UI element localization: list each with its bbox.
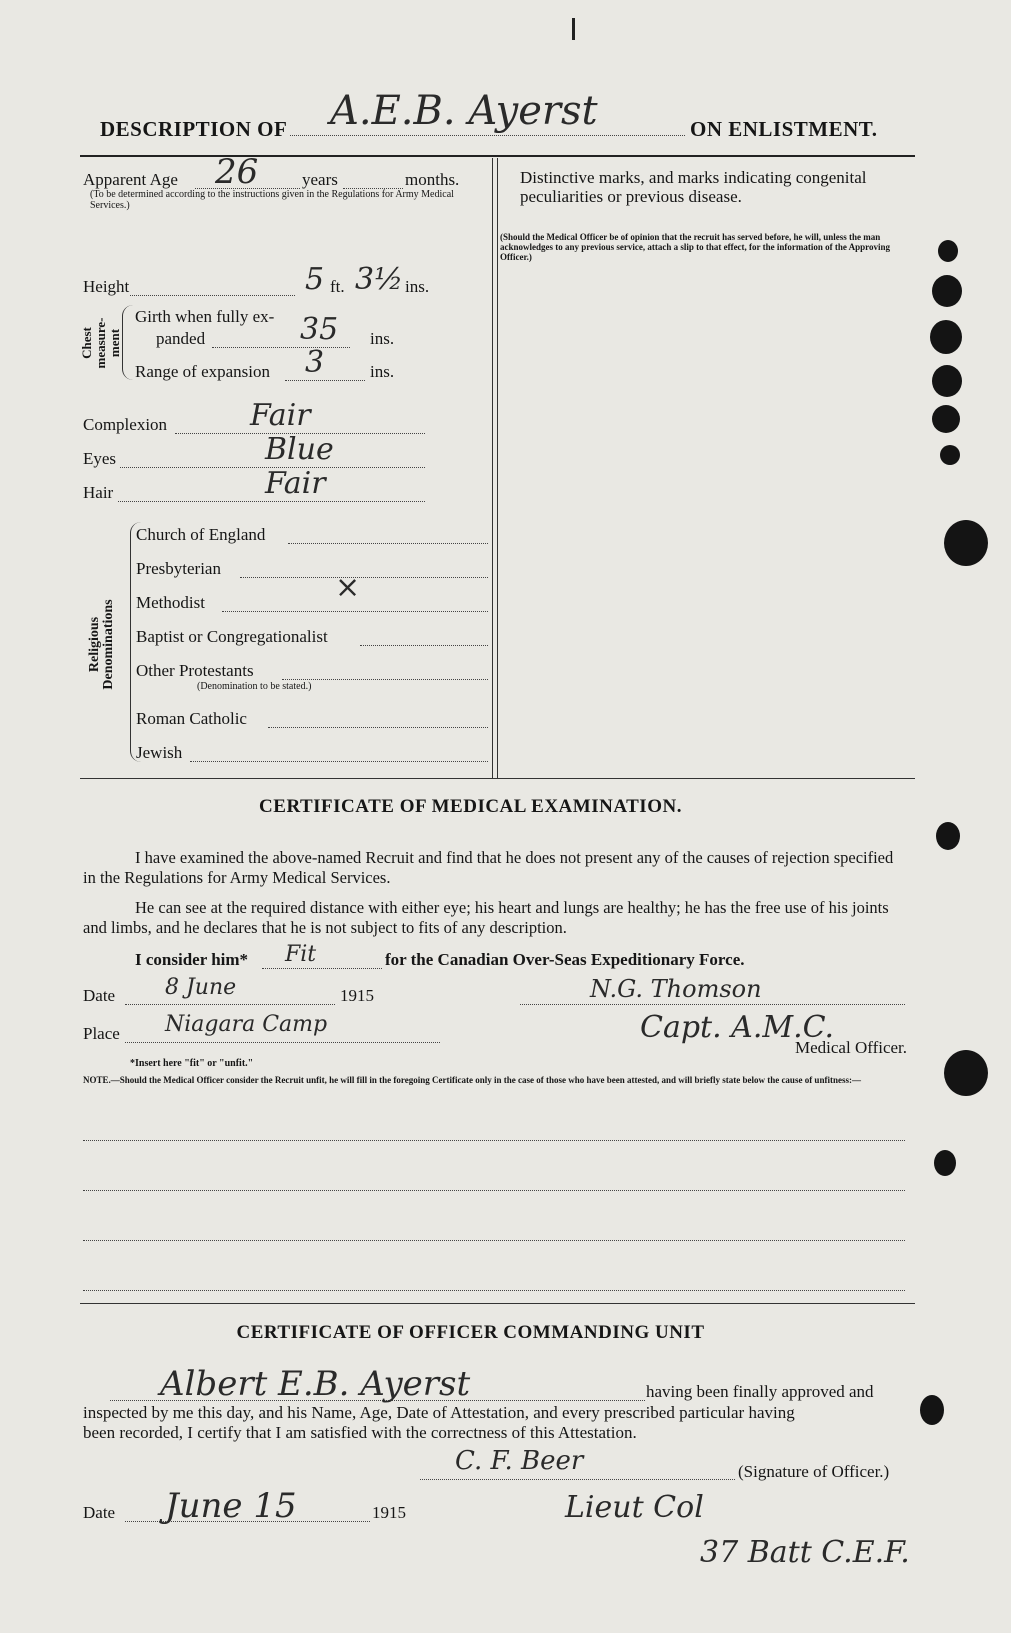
height-ft-value: 5 bbox=[305, 262, 325, 297]
range-label: Range of expansion bbox=[135, 362, 271, 381]
commanding-para-1: having been finally approved and bbox=[646, 1382, 874, 1401]
medical-note: NOTE.—Should the Medical Officer consider the Recruit unfit, he will fill in the foregoing Certificate only in the case of those who have been attested, and will briefly state below the cause of unfitness:— bbox=[83, 1075, 861, 1085]
eyes-label: Eyes bbox=[83, 449, 117, 468]
height-label: Height bbox=[83, 277, 130, 296]
medical-rank: Capt. A.M.C. bbox=[640, 1010, 835, 1045]
chest-brace bbox=[122, 305, 133, 380]
eyes-value: Blue bbox=[265, 432, 334, 467]
header-name: A.E.B. Ayerst bbox=[330, 88, 598, 134]
medical-para-2: He can see at the required distance with either eye; his heart and lungs are healthy; he has the free use of his joints and limbs, and he declares that he is not subject to fits of any description. bbox=[83, 898, 889, 937]
medical-date-label: Date bbox=[83, 986, 116, 1005]
mid-rule bbox=[80, 778, 915, 779]
unfit-line-3 bbox=[83, 1240, 905, 1241]
header-suffix: ON ENLISTMENT. bbox=[690, 117, 878, 141]
hair-line bbox=[118, 501, 425, 502]
religion-methodist-mark: × bbox=[335, 570, 361, 605]
religion-presbyterian: Presbyterian bbox=[136, 559, 221, 578]
chest-label: Chest measure-ment bbox=[79, 317, 122, 369]
medical-place-line bbox=[125, 1042, 440, 1043]
medical-place-value: Niagara Camp bbox=[165, 1012, 328, 1037]
top-binding-mark bbox=[572, 18, 575, 40]
punch-hole-2 bbox=[932, 275, 962, 307]
commanding-date-label: Date bbox=[83, 1503, 116, 1522]
religion-baptist: Baptist or Congregationalist bbox=[136, 627, 328, 646]
religion-jewish: Jewish bbox=[136, 743, 183, 762]
unfit-line-4 bbox=[83, 1290, 905, 1291]
punch-hole-5 bbox=[932, 405, 960, 433]
religion-church-of-england: Church of England bbox=[136, 525, 266, 544]
commanding-date-year: 1915 bbox=[372, 1503, 406, 1522]
top-rule bbox=[80, 155, 915, 157]
height-in-value: 3½ bbox=[355, 262, 404, 297]
lower-rule bbox=[80, 1303, 915, 1304]
complexion-label: Complexion bbox=[83, 415, 168, 434]
punch-hole-4 bbox=[932, 365, 962, 397]
commanding-para-3: been recorded, I certify that I am satisfied with the correctness of this Attestation. bbox=[83, 1423, 637, 1442]
commanding-signature-label: (Signature of Officer.) bbox=[738, 1462, 890, 1481]
range-line bbox=[285, 380, 365, 381]
months-label: months. bbox=[405, 170, 460, 189]
years-label: years bbox=[302, 170, 338, 189]
girth-value: 35 bbox=[300, 312, 339, 347]
medical-signature: N.G. Thomson bbox=[590, 975, 762, 1003]
girth-line bbox=[212, 347, 350, 348]
religion-line-1 bbox=[288, 543, 488, 544]
age-value: 26 bbox=[215, 152, 259, 192]
medical-para-1: I have examined the above-named Recruit and find that he does not present any of the causes of rejection specified in the Regulations for Army Medical Services. bbox=[83, 848, 894, 887]
religions-label: Religious Denominations bbox=[87, 599, 116, 690]
distinctive-marks-note: (Should the Medical Officer be of opinion that the recruit has served before, he will, unless the man acknowledges to any previous service, attach a slip to that effect, for the information of the Approving Officer.) bbox=[500, 232, 890, 262]
insert-note: *Insert here "fit" or "unfit." bbox=[130, 1058, 254, 1069]
medical-date-year: 1915 bbox=[340, 986, 374, 1005]
medical-title: CERTIFICATE OF MEDICAL EXAMINATION. bbox=[259, 796, 682, 817]
consider-prefix: I consider him* bbox=[135, 950, 249, 969]
hair-value: Fair bbox=[265, 466, 326, 501]
commanding-signature-line bbox=[420, 1479, 735, 1480]
girth-unit: ins. bbox=[370, 329, 395, 348]
punch-hole-6 bbox=[940, 445, 960, 465]
consider-line bbox=[262, 968, 382, 969]
header-prefix: DESCRIPTION OF bbox=[100, 117, 288, 141]
consider-suffix: for the Canadian Over-Seas Expeditionary Force. bbox=[385, 950, 745, 969]
height-in-label: ins. bbox=[405, 277, 430, 296]
hair-label: Hair bbox=[83, 483, 114, 502]
medical-date-value: 8 June bbox=[165, 975, 237, 1000]
medical-signature-line bbox=[520, 1004, 905, 1005]
punch-hole-3 bbox=[930, 320, 962, 354]
commanding-unit: 37 Batt C.E.F. bbox=[700, 1535, 910, 1570]
age-label: Apparent Age bbox=[83, 170, 178, 189]
column-divider-2 bbox=[497, 158, 498, 778]
religion-other-protestants: Other Protestants bbox=[136, 661, 254, 680]
commanding-date-value: June 15 bbox=[165, 1486, 297, 1526]
religion-line-7 bbox=[190, 761, 488, 762]
denomination-note: (Denomination to be stated.) bbox=[197, 681, 312, 692]
punch-hole-7 bbox=[944, 520, 988, 566]
consider-value: Fit bbox=[285, 942, 317, 967]
religion-line-2 bbox=[240, 577, 488, 578]
religion-roman-catholic: Roman Catholic bbox=[136, 709, 247, 728]
religion-line-3 bbox=[222, 611, 488, 612]
range-unit: ins. bbox=[370, 362, 395, 381]
girth-label-2: panded bbox=[156, 329, 206, 348]
unfit-line-1 bbox=[83, 1140, 905, 1141]
height-line bbox=[130, 295, 295, 296]
punch-hole-11 bbox=[920, 1395, 944, 1425]
commanding-rank: Lieut Col bbox=[565, 1490, 704, 1525]
religion-line-6 bbox=[268, 727, 488, 728]
header-name-line bbox=[290, 135, 685, 136]
punch-hole-9 bbox=[944, 1050, 988, 1096]
commanding-para-2: inspected by me this day, and his Name, Age, Date of Attestation, and every prescribed particular having bbox=[83, 1403, 795, 1422]
medical-officer-label: Medical Officer. bbox=[795, 1038, 908, 1057]
punch-hole-1 bbox=[938, 240, 958, 262]
range-value: 3 bbox=[305, 345, 325, 380]
unfit-line-2 bbox=[83, 1190, 905, 1191]
commanding-title: CERTIFICATE OF OFFICER COMMANDING UNIT bbox=[236, 1322, 705, 1343]
religion-line-4 bbox=[360, 645, 488, 646]
commanding-signature: C. F. Beer bbox=[455, 1446, 584, 1476]
religion-line-5 bbox=[282, 679, 488, 680]
punch-hole-8 bbox=[936, 822, 960, 850]
medical-place-label: Place bbox=[83, 1024, 120, 1043]
girth-label-1: Girth when fully ex- bbox=[135, 307, 275, 326]
medical-date-line bbox=[125, 1004, 335, 1005]
complexion-value: Fair bbox=[250, 398, 311, 433]
age-note: (To be determined according to the instructions given in the Regulations for Army Medical Services.) bbox=[90, 189, 454, 211]
commanding-name: Albert E.B. Ayerst bbox=[160, 1364, 471, 1404]
punch-hole-10 bbox=[934, 1150, 956, 1176]
distinctive-marks-label: Distinctive marks, and marks indicating congenital peculiarities or previous disease. bbox=[520, 168, 867, 206]
column-divider-1 bbox=[492, 158, 493, 778]
height-ft-label: ft. bbox=[330, 277, 345, 296]
religion-methodist: Methodist bbox=[136, 593, 205, 612]
